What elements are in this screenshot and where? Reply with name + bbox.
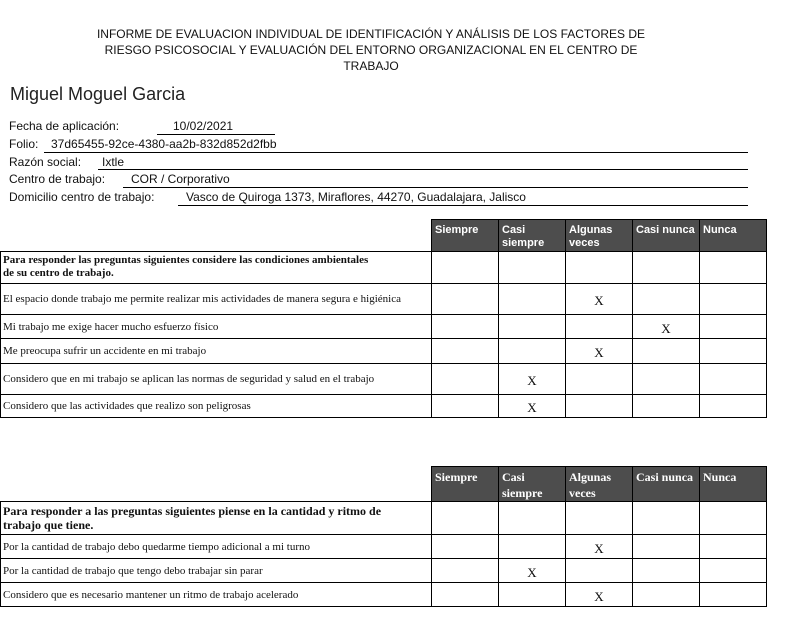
answer-cell: X	[499, 559, 566, 583]
answer-cell: X	[566, 339, 633, 364]
fecha-underline	[157, 134, 275, 135]
answer-cell	[499, 583, 566, 607]
report-title-line: RIESGO PSICOSOCIAL Y EVALUACIÓN DEL ENTORNO ORGANIZACIONAL EN EL CENTRO DE	[104, 43, 638, 57]
answer-cell	[633, 364, 700, 395]
domicilio-underline	[178, 205, 748, 206]
header-nunca: Nunca	[700, 467, 767, 502]
header-algunas-veces: Algunas veces	[566, 467, 633, 502]
answer-cell	[633, 284, 700, 315]
answer-cell	[633, 535, 700, 559]
answer-cell	[700, 535, 767, 559]
question-text: Por la cantidad de trabajo debo quedarme tiempo adicional a mi turno	[1, 535, 432, 559]
answer-cell	[432, 364, 499, 395]
question-text: Considero que es necesario mantener un ritmo de trabajo acelerado	[1, 583, 432, 607]
answer-cell	[700, 284, 767, 315]
answer-cell	[499, 284, 566, 315]
survey-table-environment	[0, 219, 767, 418]
answer-cell: X	[499, 364, 566, 395]
answer-cell	[633, 559, 700, 583]
report-title-line: INFORME DE EVALUACION INDIVIDUAL DE IDENTIFICACIÓN Y ANÁLISIS DE LOS FACTORES DE	[96, 27, 646, 41]
header-casi-siempre: Casi siempre	[499, 220, 566, 252]
folio-value: 37d65455-92ce-4380-aa2b-832d852d2fbb	[51, 137, 277, 151]
question-text: Me preocupa sufrir un accidente en mi trabajo	[1, 339, 432, 364]
header-siempre: Siempre	[432, 220, 499, 252]
header-algunas-veces: Algunas veces	[566, 220, 633, 252]
question-text: Considero que las actividades que realizo son peligrosas	[1, 395, 432, 418]
header-spacer	[1, 467, 432, 502]
header-casi-nunca: Casi nunca	[633, 467, 700, 502]
person-name: Miguel Moguel Garcia	[10, 84, 186, 104]
header-casi-siempre: Casi siempre	[499, 467, 566, 502]
answer-cell	[432, 583, 499, 607]
question-text: Considero que en mi trabajo se aplican las normas de seguridad y salud en el trabajo	[1, 364, 432, 395]
answer-cell	[432, 284, 499, 315]
answer-cell	[499, 535, 566, 559]
answer-cell	[432, 559, 499, 583]
answer-cell	[700, 559, 767, 583]
answer-cell	[499, 339, 566, 364]
report-title	[96, 26, 646, 74]
answer-cell	[566, 559, 633, 583]
header-casi-nunca: Casi nunca	[633, 220, 700, 252]
section-row	[1, 252, 767, 284]
answer-cell	[633, 339, 700, 364]
table-row	[1, 395, 767, 418]
report-title-line: TRABAJO	[343, 59, 399, 73]
answer-cell: X	[566, 535, 633, 559]
centro-value: COR / Corporativo	[131, 172, 230, 186]
section-heading: Para responder las preguntas siguientes considere las condiciones ambientales de su centro de trabajo.	[1, 252, 432, 284]
answer-cell	[700, 364, 767, 395]
table-row	[1, 339, 767, 364]
razon-label: Razón social:	[9, 155, 82, 169]
centro-label: Centro de trabajo:	[9, 172, 106, 186]
folio-label: Folio:	[9, 137, 39, 151]
table-row	[1, 583, 767, 607]
table-row	[1, 535, 767, 559]
answer-cell	[566, 315, 633, 339]
header-row	[1, 467, 767, 502]
section-row	[1, 502, 767, 535]
question-text: Mi trabajo me exige hacer mucho esfuerzo físico	[1, 315, 432, 339]
answer-cell: X	[499, 395, 566, 418]
answer-cell: X	[566, 583, 633, 607]
folio-underline	[44, 152, 748, 153]
fecha-value: 10/02/2021	[173, 119, 234, 133]
answer-cell: X	[633, 315, 700, 339]
answer-cell	[566, 395, 633, 418]
question-text: El espacio donde trabajo me permite realizar mis actividades de manera segura e higiénica	[1, 284, 432, 315]
answer-cell	[432, 395, 499, 418]
answer-cell	[700, 339, 767, 364]
centro-underline	[123, 187, 748, 188]
table-row	[1, 284, 767, 315]
domicilio-label: Domicilio centro de trabajo:	[9, 190, 155, 204]
table-row	[1, 315, 767, 339]
answer-cell	[700, 395, 767, 418]
answer-cell	[566, 364, 633, 395]
header-row	[1, 220, 767, 252]
answer-cell	[633, 583, 700, 607]
answer-cell	[432, 315, 499, 339]
question-text: Por la cantidad de trabajo que tengo debo trabajar sin parar	[1, 559, 432, 583]
razon-underline	[98, 169, 748, 170]
answer-cell	[432, 339, 499, 364]
survey-table-workload	[0, 466, 767, 607]
answer-cell: X	[566, 284, 633, 315]
section-heading: Para responder a las preguntas siguientes piense en la cantidad y ritmo de trabajo que tiene.	[1, 502, 432, 535]
answer-cell	[633, 395, 700, 418]
razon-value: Ixtle	[102, 155, 125, 169]
answer-cell	[700, 315, 767, 339]
fecha-label: Fecha de aplicación:	[9, 119, 120, 133]
domicilio-value: Vasco de Quiroga 1373, Miraflores, 44270, Guadalajara, Jalisco	[186, 190, 526, 204]
header-siempre: Siempre	[432, 467, 499, 502]
table-row	[1, 559, 767, 583]
table-row	[1, 364, 767, 395]
header-nunca: Nunca	[700, 220, 767, 252]
header-spacer	[1, 220, 432, 252]
answer-cell	[432, 535, 499, 559]
answer-cell	[700, 583, 767, 607]
answer-cell	[499, 315, 566, 339]
